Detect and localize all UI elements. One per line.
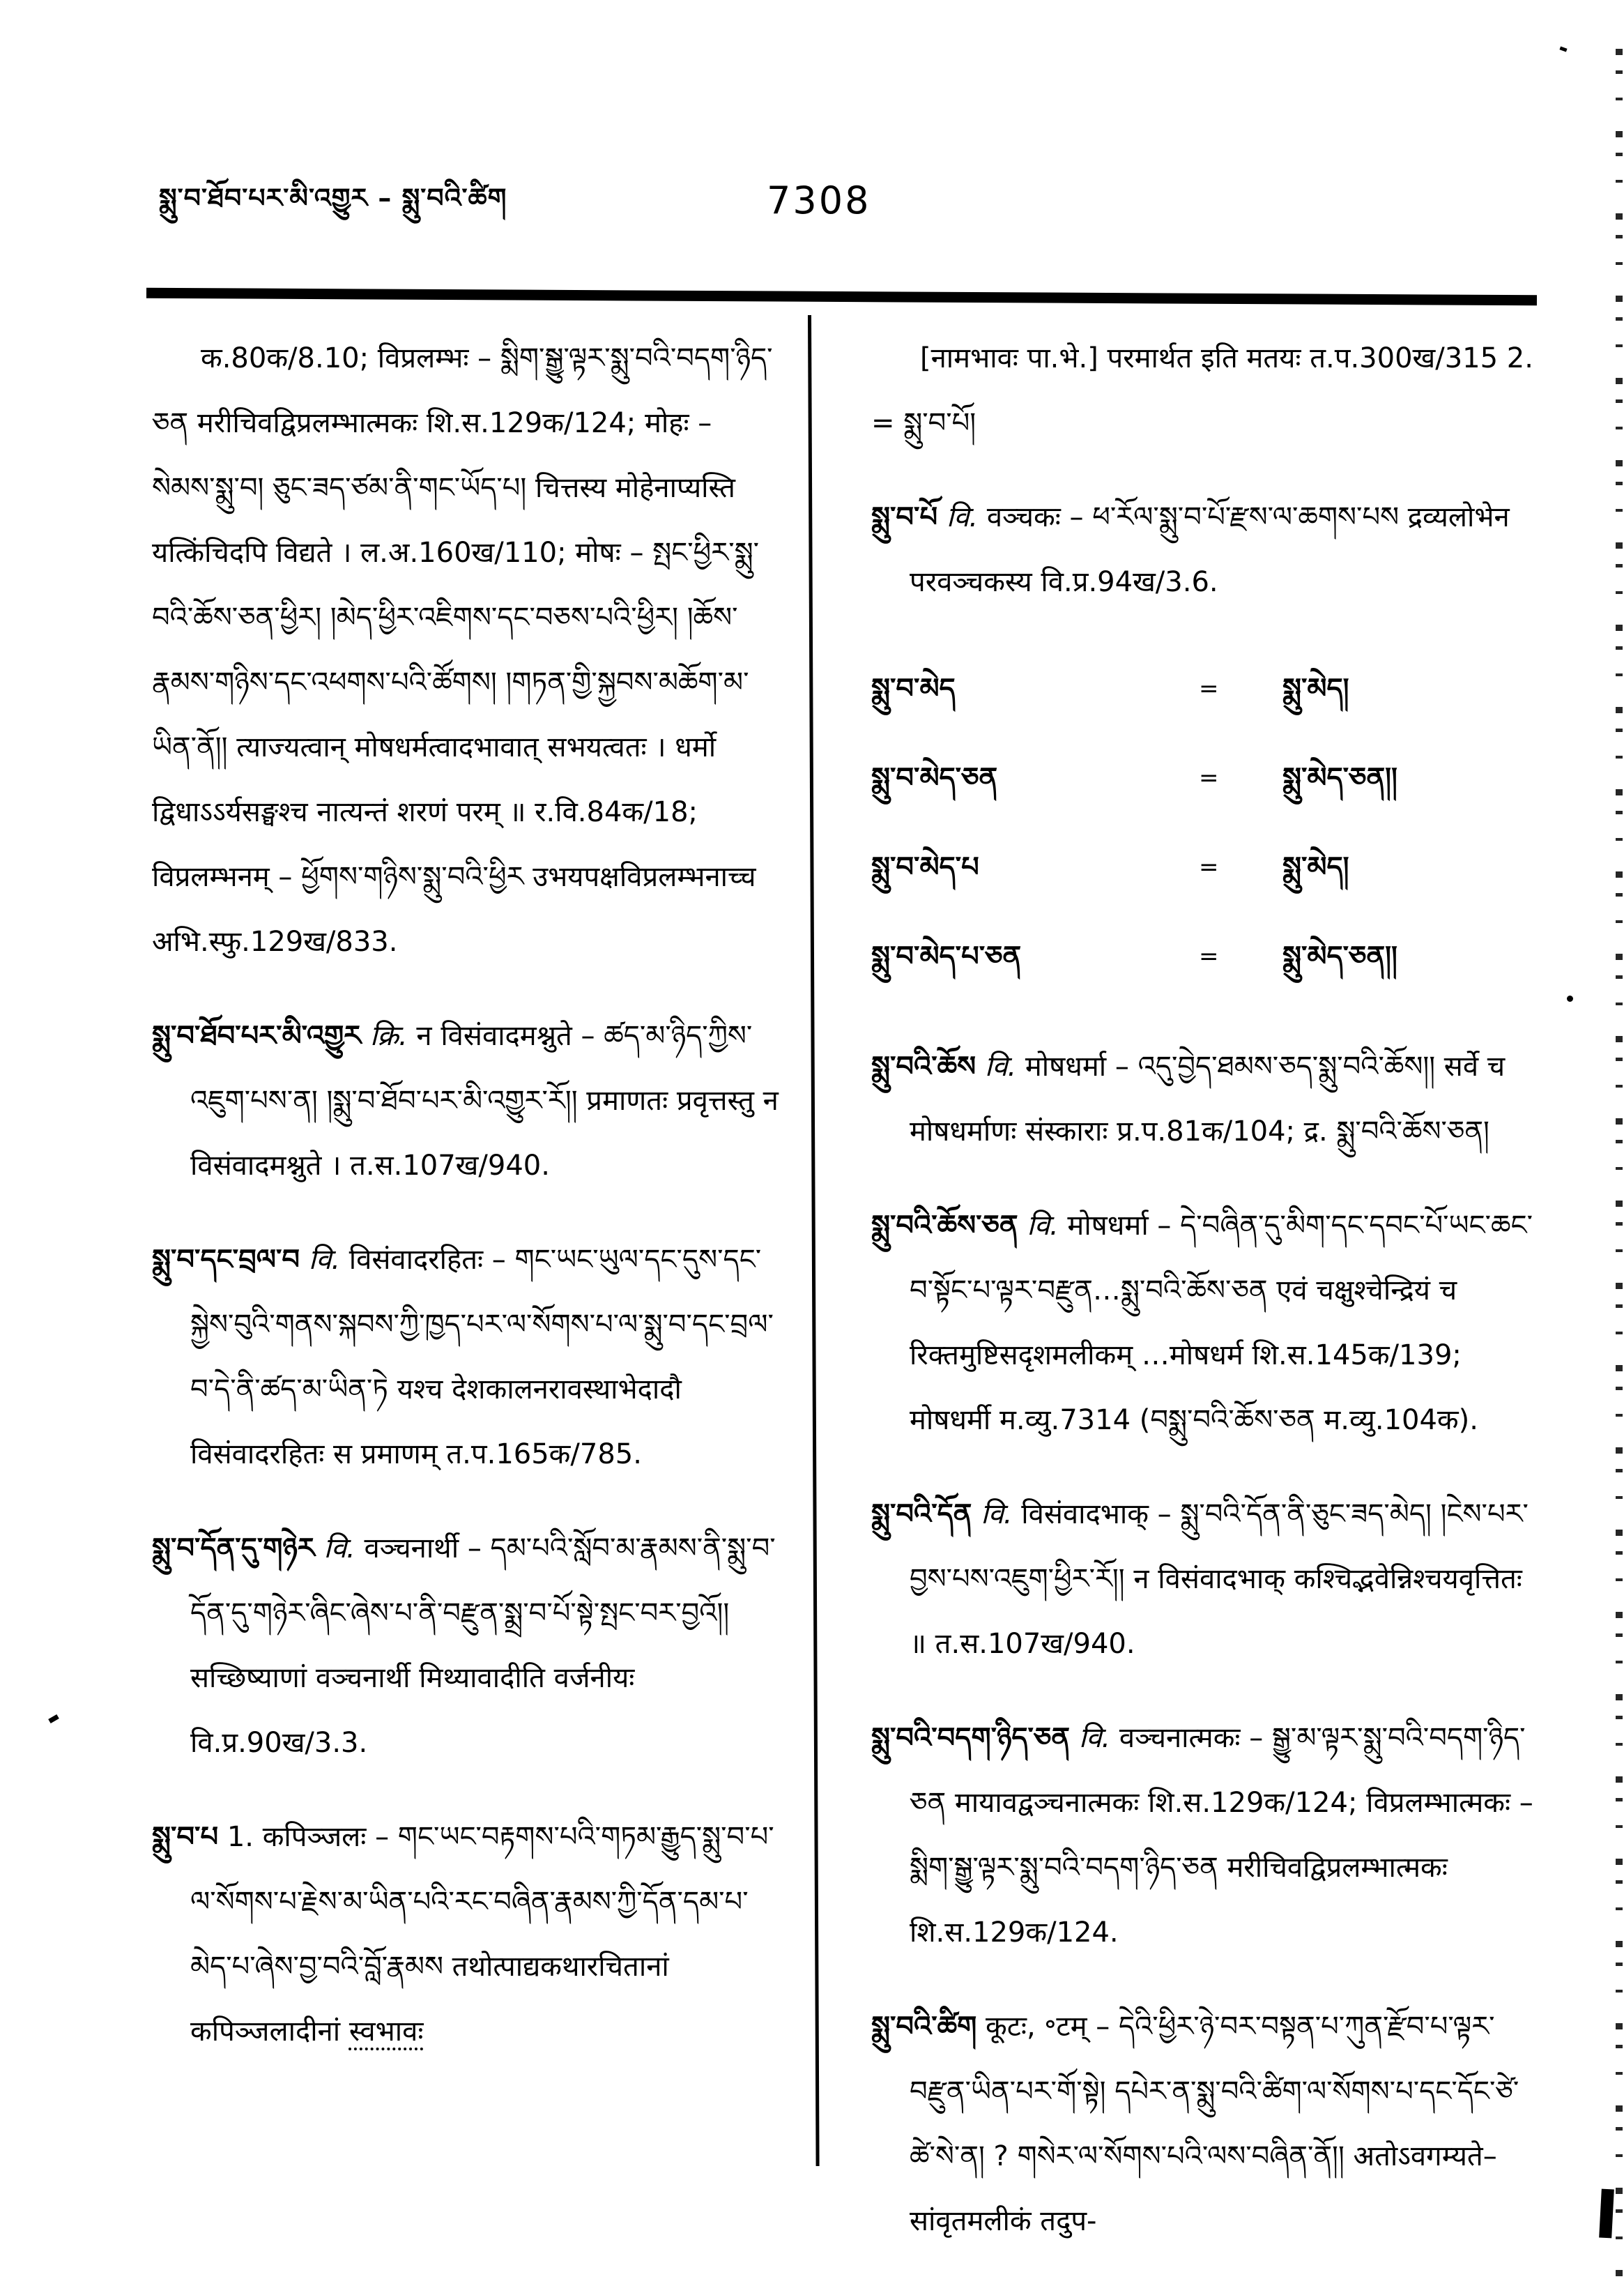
equivalence-target: སྨུ་མེད་ཅན།། — [1282, 940, 1397, 973]
entry-pos: वि. — [984, 1051, 1017, 1083]
equivalence-term: སྨུ་བ་མེད — [871, 673, 956, 705]
entry-pos: वि. — [1078, 1722, 1111, 1754]
entry-body-underlined: स्वभावः — [348, 2016, 424, 2048]
equals-sign: = — [1199, 675, 1219, 703]
dictionary-entry — [871, 1194, 1533, 1453]
entry-headword: སྨུ་བའི་དོན — [871, 1498, 972, 1530]
entry-body: विसंवादभाक् – སྨུ་བའི་དོན་ནི་ཅུང་ཟད་མེད། །ངེས་པར་བྱས་པས་འཇུག་ཕྱིར་རོ།། न विसंवादभाक् कश्चिद्भवेन्निश्चयवृत्तितः ॥ त.स.107ख/940. — [910, 1498, 1529, 1660]
entry-body: 1. कपिञ्जलः – གང་ཡང་བརྟགས་པའི་གཏམ་རྒྱུད་སྨུ་བ་པ་ལ་སོགས་པ་རྗེས་མ་ཡིན་པའི་རང་བཞིན་རྣམས་ཀྱི་དོན་དམ་པ་མེད་པ་ཞེས་བྱ་བའི་བློ་རྣམས तथोत्पाद्यकथारचितानां कपिञ्जलादीनां — [190, 1821, 774, 2048]
entry-continuation — [871, 326, 1533, 456]
entry-headword: སྨུ་བ་ཐོབ་པར་མི་འགྱུར — [152, 1020, 362, 1052]
dictionary-entry — [871, 485, 1533, 615]
entry-continuation — [152, 326, 779, 975]
entry-body: क.80क/8.10; विप्रलम्भः – སྨིག་སྒྱུ་ལྟར་སྨུ་བའི་བདག་ཉིད་ཅན मरीचिवद्विप्रलम्भात्मकः शि.स.129क/124; मोहः – སེམས་སྨུ་བ། ཅུང་ཟད་ཙམ་ནི་གང་ཡོད་པ། चित्तस्य मोहेनाप्यस्ति यत्किंचिदपि विद्यते । ल.अ.160ख/110; मोषः – སྤང་ཕྱིར་སྨུ་བའི་ཆོས་ཅན་ཕྱིར། །མེད་ཕྱིར་འཇིགས་དང་བཅས་པའི་ཕྱིར། །ཆོས་རྣམས་གཉིས་དང་འཕགས་པའི་ཚོགས། །གཏན་གྱི་སྐྱབས་མཆོག་མ་ཡིན་ནོ།། त्याज्यत्वान् मोषधर्मत्वादभावात् सभयत्वतः । धर्मो द्विधाऽऽर्यसङ्घश्च नात्यन्तं शरणं परम् ॥ र.वि.84क/18; विप्रलम्भनम् – ཕྱོགས་གཉིས་སྨུ་བའི་ཕྱིར उभयपक्षविप्रलम्भनाच्च अभि.स्फु.129ख/833. — [152, 342, 773, 958]
dictionary-entry — [871, 1706, 1533, 1965]
scan-noise-right-edge — [1616, 49, 1623, 2280]
entry-pos: वि. — [323, 1532, 355, 1564]
equals-sign: = — [1199, 764, 1219, 792]
text-columns — [152, 326, 1535, 2283]
entry-pos: क्रि. — [369, 1020, 408, 1052]
entry-body: वञ्चनात्मकः – སྒྱུ་མ་ལྟར་སྨུ་བའི་བདག་ཉིད་ཅན मायावद्वञ्चनात्मकः शि.स.129क/124; विप्रलम्भात्मकः – སྨིག་སྒྱུ་ལྟར་སྨུ་བའི་བདག་ཉིད་ཅན मरीचिवद्विप्रलम्भात्मकः शि.स.129क/124. — [910, 1722, 1533, 1949]
dictionary-entry — [152, 1805, 779, 2064]
scan-speck — [1599, 2189, 1614, 2239]
equivalence-term: སྨུ་བ་མེད་པ — [871, 851, 979, 883]
entry-pos: वि. — [1027, 1210, 1059, 1242]
equivalence-row — [871, 823, 1533, 912]
entry-body: [नामभावः पा.भे.] परमार्थत इति मतयः त.प.300ख/315 2. = སྨུ་བ་པོ། — [871, 342, 1533, 439]
entry-headword: སྨུ་བའི་ཚིག — [871, 2011, 977, 2043]
left-column — [152, 326, 779, 2283]
equivalence-target: སྨུ་མེད། — [1282, 851, 1349, 883]
entry-pos: वि. — [946, 501, 979, 533]
entry-body: वञ्चनार्थी – དམ་པའི་སློབ་མ་རྣམས་ནི་སྨུ་བ་དོན་དུ་གཉེར་ཞིང་ཞེས་པ་ནི་བརྫུན་སྨྲ་བ་པོ་སྟེ་སྤང་བར་བྱའོ།། सच्छिष्याणां वञ्चनार्थी मिथ्यावादीति वर्जनीयः वि.प्र.90ख/3.3. — [190, 1532, 776, 1759]
dictionary-entry — [871, 1995, 1533, 2254]
equivalence-table — [871, 644, 1533, 1001]
entry-body: विसंवादरहितः – གང་ཡང་ཡུལ་དང་དུས་དང་སྐྱེས་བུའི་གནས་སྐབས་ཀྱི་ཁྱད་པར་ལ་སོགས་པ་ལ་སྨུ་བ་དང་བྲལ་བ་དེ་ནི་ཚད་མ་ཡིན་ཏེ यश्च देशकालनरावस्थाभेदादौ विसंवादरहितः स प्रमाणम् त.प.165क/785. — [190, 1244, 774, 1470]
equivalence-target: སྨུ་མེད་ཅན།། — [1282, 762, 1397, 794]
right-column — [871, 326, 1533, 2283]
equivalence-row — [871, 644, 1533, 733]
dictionary-entry — [152, 1004, 779, 1198]
entry-body: मोषधर्मा – དེ་བཞིན་དུ་མིག་དང་དབང་པོ་ཡང་ཆང་བ་སྟོང་པ་ལྟར་བརྫུན…སྨུ་བའི་ཆོས་ཅན एवं चक्षुश्चेन्द्रियं च रिक्तमुष्टिसदृशमलीकम् …मोषधर्म शि.स.145क/139; मोषधर्मी म.व्यु.7314 (བསྨུ་བའི་ཆོས་ཅན म.व्यु.104क). — [910, 1210, 1533, 1436]
entry-headword: སྨུ་བའི་ཆོས་ཅན — [871, 1210, 1018, 1242]
page-number: 7308 — [767, 178, 871, 222]
entry-headword: སྨུ་བའི་ཆོས — [871, 1051, 976, 1083]
equals-sign: = — [1199, 853, 1219, 881]
running-head: སྨུ་བ་ཐོབ་པར་མི་འགྱུར – སྨུ་བའི་ཚིག — [159, 183, 507, 213]
equals-sign: = — [1199, 943, 1219, 970]
equivalence-target: སྨུ་མེད། — [1282, 673, 1349, 705]
dictionary-entry — [152, 1228, 779, 1487]
scan-speck — [1559, 46, 1567, 52]
entry-body: कूटः, ॰टम् – དེའི་ཕྱིར་ཉེ་བར་བསྟན་པ་ཀུན་རྫོབ་པ་ལྟར་བརྫུན་ཡིན་པར་གོ་སྟེ། དཔེར་ན་སྨུ་བའི་ཚིག་ལ་སོགས་པ་དང་དོང་ཙེ་ཚེ་སེ་ན། ? གསེར་ལ་སོགས་པའི་ལས་བཞིན་ནོ།། अतोऽवगम्यते–सांवृतमलीकं तदुप- — [910, 2011, 1519, 2237]
equivalence-row — [871, 733, 1533, 823]
dictionary-entry — [152, 1516, 779, 1776]
equivalence-term: སྨུ་བ་མེད་པ་ཅན — [871, 940, 1022, 973]
entry-headword: སྨུ་བའི་བདག་ཉིད་ཅན — [871, 1722, 1071, 1754]
entry-headword: སྨུ་བ་དང་བྲལ་བ — [152, 1244, 300, 1276]
entry-pos: वि. — [981, 1498, 1013, 1530]
scan-speck — [48, 1714, 59, 1723]
equivalence-term: སྨུ་བ་མེད་ཅན — [871, 762, 998, 794]
equivalence-row — [871, 912, 1533, 1001]
entry-headword: སྨུ་བ་པོ — [871, 501, 938, 533]
dictionary-entry — [871, 1035, 1533, 1164]
entry-body: वञ्चकः – ཕ་རོལ་སྨུ་བ་པོ་རྫས་ལ་ཆགས་པས द्रव्यलोभेन परवञ्चकस्य वि.प्र.94ख/3.6. — [910, 501, 1510, 598]
scan-speck — [1567, 996, 1573, 1002]
header-rule — [146, 288, 1537, 305]
dictionary-entry — [871, 1482, 1533, 1677]
entry-pos: वि. — [308, 1244, 341, 1276]
entry-body: न विसंवादमश्नुते – ཚད་མ་ཉིད་ཀྱིས་འཇུག་པས་ན། །སྨུ་བ་ཐོབ་པར་མི་འགྱུར་རོ།། प्रमाणतः प्रवृत्तस्तु न विसंवादमश्नुते । त.स.107ख/940. — [190, 1020, 779, 1182]
entry-headword: སྨུ་བ་པ — [152, 1821, 219, 1853]
entry-body: मोषधर्मा – འདུ་བྱེད་ཐམས་ཅད་སྨུ་བའི་ཆོས།། सर्वे च मोषधर्माणः संस्काराः प्र.प.81क/104; द्र. སྨུ་བའི་ཆོས་ཅན། — [910, 1051, 1506, 1148]
entry-headword: སྨུ་བ་དོན་དུ་གཉེར — [152, 1532, 315, 1564]
